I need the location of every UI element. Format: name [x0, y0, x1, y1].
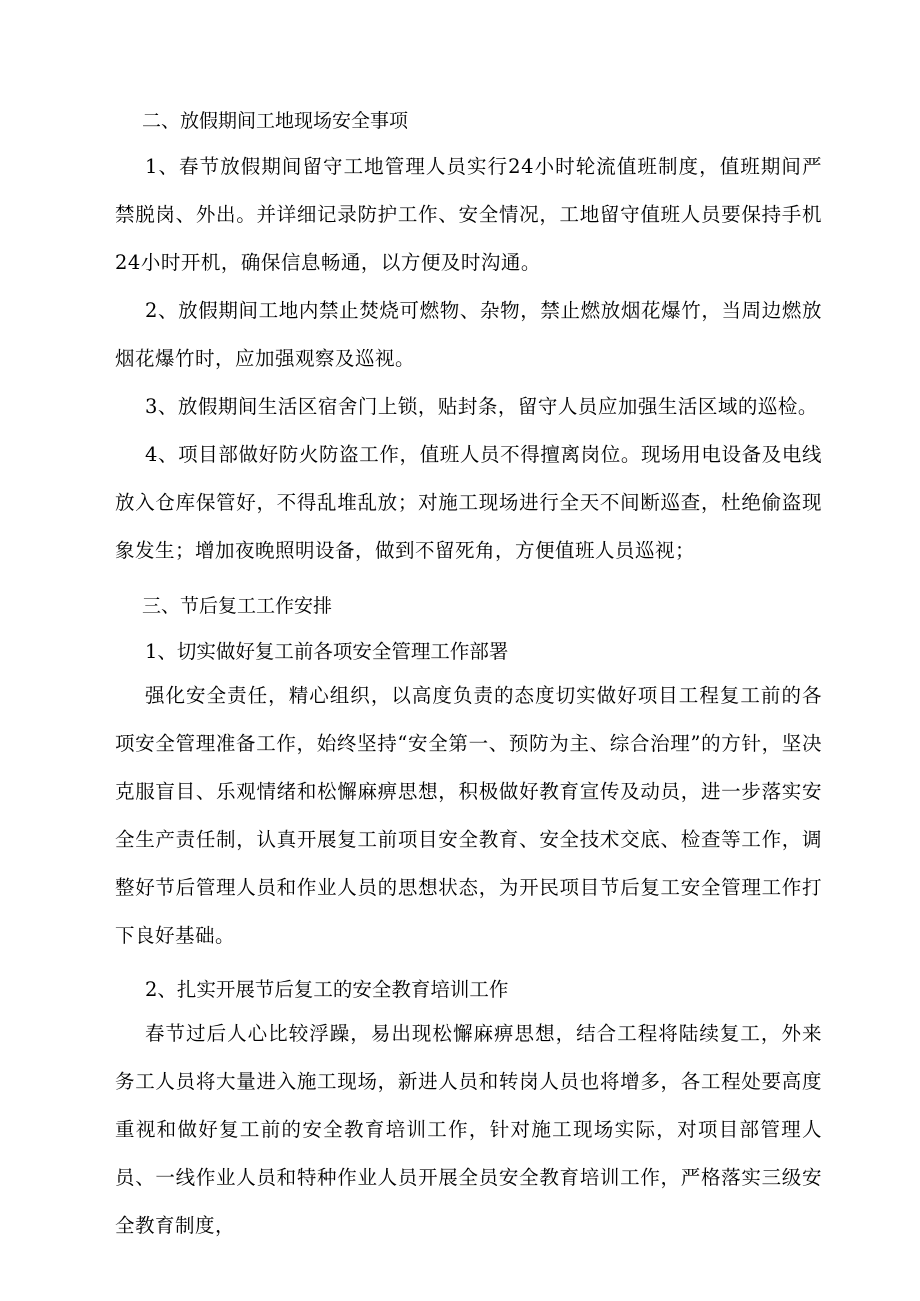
- paragraph-item-2: 2、放假期间工地内禁止焚烧可燃物、杂物，禁止燃放烟花爆竹，当周边燃放烟花爆竹时，应加强观察及巡视。: [115, 299, 822, 370]
- paragraph-item-1: 1、春节放假期间留守工地管理人员实行24小时轮流值班制度，值班期间严禁脱岗、外出。并详细记录防护工作、安全情况，工地留守值班人员要保持手机24小时开机，确保信息畅通，以方便及时沟通。: [115, 155, 822, 274]
- section-heading-resumption: 三、节后复工工作安排: [142, 595, 333, 617]
- section-heading-holiday-safety: 二、放假期间工地现场安全事项: [142, 110, 409, 132]
- paragraph-subsection-2: 春节过后人心比较浮躁，易出现松懈麻痹思想，结合工程将陆续复工，外来务工人员将大量进入施工现场，新进人员和转岗人员也将增多，各工程处要高度重视和做好复工前的安全教育培训工作，针对施工现场实际，对项目部管理人员、一线作业人员和特种作业人员开展全员安全教育培训工作，严格落实三级安全教育制度，: [115, 1022, 822, 1237]
- subsection-title-2: 2、扎实开展节后复工的安全教育培训工作: [145, 978, 509, 1001]
- paragraph-item-4: 4、项目部做好防火防盗工作，值班人员不得擅离岗位。现场用电设备及电线放入仓库保管好，不得乱堆乱放；对施工现场进行全天不间断巡查，杜绝偷盗现象发生；增加夜晚照明设备，做到不留死角，方便值班人员巡视；: [115, 443, 822, 562]
- paragraph-item-3: 3、放假期间生活区宿舍门上锁，贴封条，留守人员应加强生活区域的巡检。: [145, 395, 818, 418]
- subsection-title-1: 1、切实做好复工前各项安全管理工作部署: [145, 640, 509, 663]
- paragraph-subsection-1: 强化安全责任，精心组织，以高度负责的态度切实做好项目工程复工前的各项安全管理准备工作，始终坚持“安全第一、预防为主、综合治理”的方针，坚决克服盲目、乐观情绪和松懈麻痹思想，积极做好教育宣传及动员，进一步落实安全生产责任制，认真开展复工前项目安全教育、安全技术交底、检查等工作，调整好节后管理人员和作业人员的思想状态，为开民项目节后复工安全管理工作打下良好基础。: [115, 684, 822, 947]
